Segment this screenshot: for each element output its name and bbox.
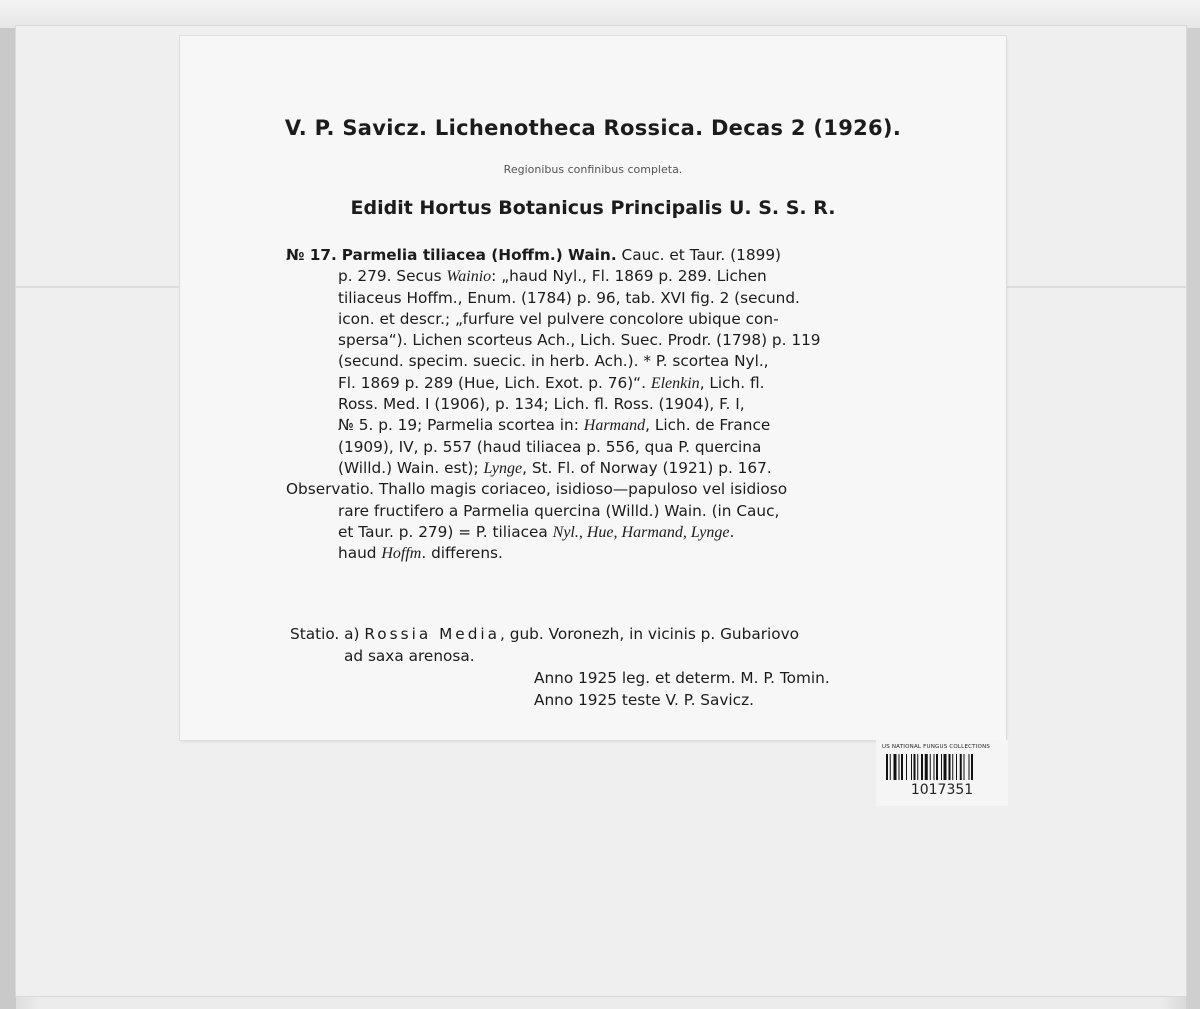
observatio-line: et Taur. p. 279) = P. tiliacea Nyl., Hue, Harmand, Lynge.	[338, 522, 735, 541]
barcode-bar	[886, 754, 888, 780]
entry-line: Ross. Med. I (1906), p. 134; Lich. fl. Ross. (1904), F. I,	[338, 395, 745, 414]
barcode-label	[876, 740, 1008, 806]
barcode-caption: US NATIONAL FUNGUS COLLECTIONS	[882, 744, 991, 750]
barcode-bar	[964, 754, 965, 780]
barcode-bar	[917, 754, 918, 780]
entry-line: tiliaceus Hoffm., Enum. (1784) p. 96, tab. XVI fig. 2 (secund.	[338, 288, 800, 307]
observatio-line: rare fructifero a Parmelia quercina (Willd.) Wain. (in Cauc,	[338, 501, 780, 520]
entry-line: icon. et descr.; „furfure vel pulvere concolore ubique con-	[338, 309, 779, 328]
label-publisher: Edidit Hortus Botanicus Principalis U. S. S. R.	[350, 197, 836, 219]
barcode-bar	[956, 754, 957, 780]
barcode-bar	[914, 754, 916, 780]
barcode-bar	[960, 754, 962, 780]
entry-number: № 17.	[286, 246, 337, 264]
barcode-bar	[899, 754, 900, 780]
observatio-line: haud Hoffm. differens.	[338, 544, 503, 563]
entry-line: spersa“). Lichen scorteus Ach., Lich. Suec. Prodr. (1798) p. 119	[338, 331, 821, 350]
statio-line: Statio. a) Rossia Media, gub. Voronezh, in vicinis p. Gubariovo	[290, 625, 800, 643]
barcode-bar	[906, 754, 907, 780]
barcode-bar	[971, 754, 973, 780]
observatio-line: Observatio. Thallo magis coriaceo, isidioso—papuloso vel isidioso	[286, 480, 788, 499]
scan-edge-right	[1186, 28, 1200, 1009]
barcode-bar	[930, 754, 931, 780]
barcode-bar	[890, 754, 891, 780]
taxon-entry	[286, 245, 908, 564]
entry-line: № 5. p. 19; Parmelia scortea in: Harmand, Lich. de France	[338, 416, 771, 435]
taxon-name: Parmelia tiliacea (Hoffm.) Wain.	[341, 246, 617, 264]
label-subtitle: Regionibus confinibus completa.	[503, 163, 683, 176]
entry-line: Fl. 1869 p. 289 (Hue, Lich. Exot. p. 76)“. Elenkin, Lich. fl.	[338, 373, 765, 392]
scan-edge-top	[0, 0, 1200, 28]
barcode-bar	[936, 754, 938, 780]
barcode-bar	[921, 754, 923, 780]
label-title: V. P. Savicz. Lichenotheca Rossica. Decas 2 (1926).	[284, 116, 902, 140]
scan-edge-left	[0, 28, 16, 1009]
barcode-bar	[894, 754, 897, 780]
entry-line: № 17. Parmelia tiliacea (Hoffm.) Wain. Cauc. et Taur. (1899)	[286, 246, 782, 264]
region-name: Rossia Media	[364, 625, 501, 643]
entry-line: p. 279. Secus Wainio: „haud Nyl., Fl. 1869 p. 289. Lichen	[338, 267, 767, 286]
statio-line: ad saxa arenosa.	[344, 647, 475, 665]
entry-line: (secund. specim. suecic. in herb. Ach.). * P. scortea Nyl.,	[338, 352, 769, 371]
barcode-bar	[944, 754, 947, 780]
barcode-bar	[969, 754, 970, 780]
barcode-bar	[934, 754, 935, 780]
barcode-number: 1017351	[910, 782, 974, 798]
barcode-bar	[949, 754, 951, 780]
barcode-bar	[911, 754, 912, 780]
barcode-bar	[952, 754, 953, 780]
barcode-bar	[925, 754, 928, 780]
entry-line: (Willd.) Wain. est); Lynge, St. Fl. of Norway (1921) p. 167.	[338, 458, 772, 477]
barcode-bar	[941, 754, 942, 780]
barcode-bar	[901, 754, 903, 780]
entry-line: (1909), IV, p. 557 (haud tiliacea p. 556, qua P. quercina	[338, 437, 762, 456]
statio-block	[290, 623, 910, 711]
barcode-icon	[886, 754, 998, 780]
collector-line: Anno 1925 leg. et determ. M. P. Tomin.	[534, 669, 830, 687]
specimen-label	[180, 36, 1006, 740]
verifier-line: Anno 1925 teste V. P. Savicz.	[534, 691, 754, 709]
